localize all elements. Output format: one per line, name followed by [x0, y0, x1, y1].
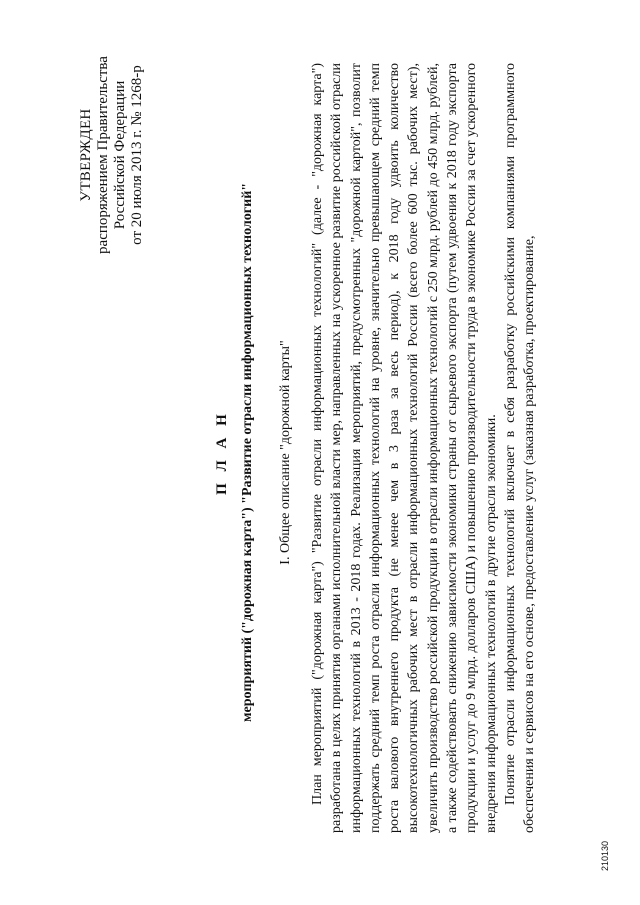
- section-heading: I. Общее описание "дорожной карты": [278, 340, 293, 565]
- document-code: 210130: [600, 840, 610, 871]
- paragraph-1: План мероприятий ("дорожная карта") "Развитие отрасли информационных технологий" (далее - "дорожная карта") разработана в целях принятия органами исполнительной власти мер, направленных на ускоренное развитие российской отрасли информационных технологий в 2013 - 2018 годах. Реализация мероприятий, предусмотренных "дорожной картой", позволит поддержать средний темп роста отрасли информационных технологий на уровне, значительно превышающем средний темп роста валового внутреннего продукта (не менее чем в 3 раза за весь период), к 2018 году удвоить количество высокотехнологичных рабочих мест в отрасли информационных технологий России (всего более 600 тыс. рабочих мест), увеличить производство российской продукции в отрасли информационных технологий с 250 млрд. рублей до 450 млрд. рублей, а также содействовать снижению зависимости экономики страны от сырьевого экспорта (путем удвоения к 2018 году экспорта продукции и услуг до 9 млрд. долларов США) и повышению производительности труда в экономике России за счет ускоренного внедрения информационных технологий в другие отрасли экономики.: [310, 63, 499, 833]
- body-text: [308, 63, 540, 833]
- approval-line-2: Российской Федерации: [112, 80, 128, 230]
- approval-heading: УТВЕРЖДЕН: [78, 108, 94, 202]
- plan-subtitle: мероприятий ("дорожная карта") "Развитие отрасли информационных технологий": [240, 182, 255, 723]
- approval-line-3: от 20 июля 2013 г. № 1268-р: [129, 65, 145, 245]
- approval-block: [78, 35, 146, 275]
- approval-line-1: распоряжением Правительства: [95, 56, 111, 254]
- paragraph-2: Понятие отрасли информационных технологий включает в себя разработку российскими компаниями программного обеспечения и сервисов на его основе, предоставление услуг (заказная разработка, проектирование,: [502, 63, 538, 833]
- plan-title: П Л А Н: [214, 410, 230, 495]
